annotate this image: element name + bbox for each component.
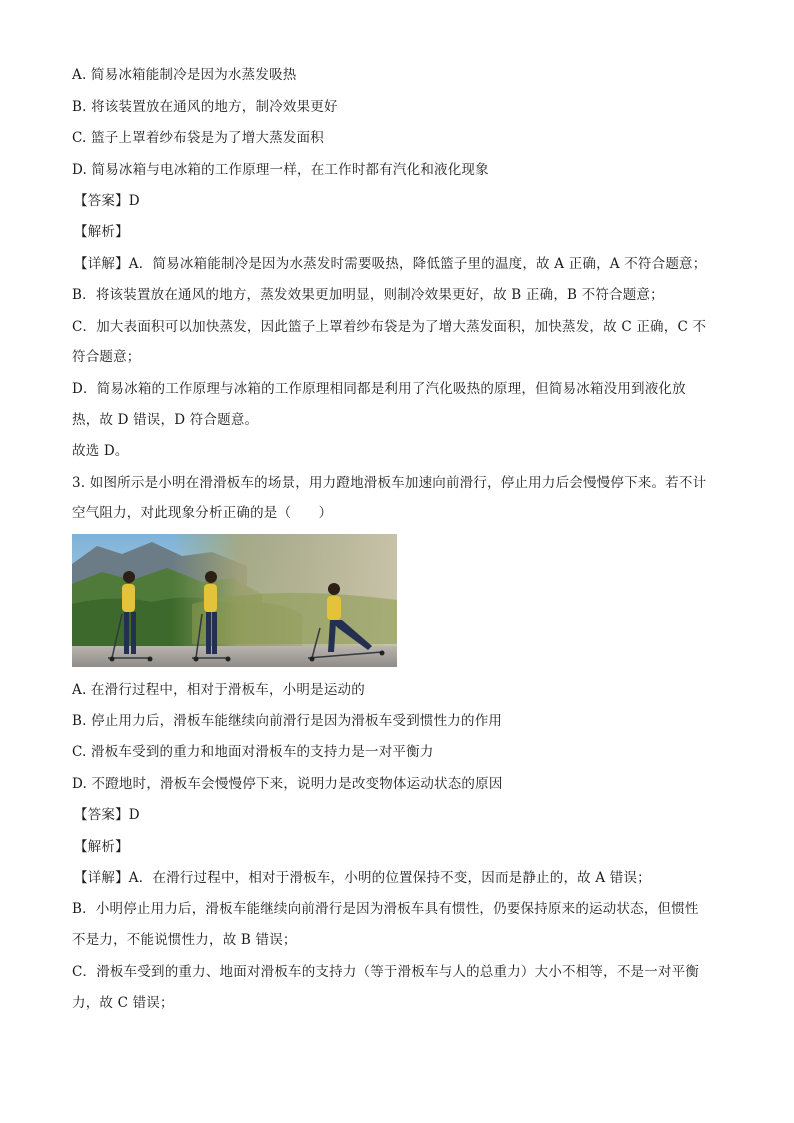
q2-option-c: C. 篮子上罩着纱布袋是为了增大蒸发面积 xyxy=(72,130,324,146)
q2-detail-a: 【详解】A．简易冰箱能制冷是因为水蒸发时需要吸热，降低篮子里的温度，故 A 正确，A 不符合题意； xyxy=(74,256,707,272)
q2-option-b: B. 将该装置放在通风的地方，制冷效果更好 xyxy=(72,99,338,115)
q3-answer: 【答案】D xyxy=(74,807,140,823)
q2-conclusion: 故选 D。 xyxy=(72,443,129,459)
q2-option-d: D. 简易冰箱与电冰箱的工作原理一样，在工作时都有汽化和液化现象 xyxy=(72,162,489,178)
q2-option-a: A. 简易冰箱能制冷是因为水蒸发吸热 xyxy=(72,67,297,83)
scooter-photo xyxy=(72,534,397,667)
q3-stem-line2: 空气阻力，对此现象分析正确的是（ ） xyxy=(72,505,333,521)
q2-analysis-heading: 【解析】 xyxy=(74,224,129,240)
q3-detail-c-line1: C．滑板车受到的重力、地面对滑板车的支持力（等于滑板车与人的总重力）大小不相等，不是一对平衡 xyxy=(72,964,700,980)
q3-detail-b-line1: B．小明停止用力后，滑板车能继续向前滑行是因为滑板车具有惯性，仍要保持原来的运动状态，但惯性 xyxy=(72,901,699,917)
q3-option-b: B. 停止用力后，滑板车能继续向前滑行是因为滑板车受到惯性力的作用 xyxy=(72,713,503,729)
q3-option-d: D. 不蹬地时，滑板车会慢慢停下来，说明力是改变物体运动状态的原因 xyxy=(72,776,503,792)
q3-option-c: C. 滑板车受到的重力和地面对滑板车的支持力是一对平衡力 xyxy=(72,744,434,760)
q2-detail-b: B．将该装置放在通风的地方，蒸发效果更加明显，则制冷效果更好，故 B 正确，B 不符合题意； xyxy=(72,287,664,303)
q2-detail-c-line1: C．加大表面积可以加快蒸发，因此篮子上罩着纱布袋是为了增大蒸发面积，加快蒸发，故 C 正确，C 不 xyxy=(72,319,707,335)
q3-stem-line1: 3. 如图所示是小明在滑滑板车的场景，用力蹬地滑板车加速向前滑行，停止用力后会慢慢停下来。若不计 xyxy=(72,475,707,491)
q3-analysis-heading: 【解析】 xyxy=(74,839,129,855)
q2-detail-c-line2: 符合题意； xyxy=(72,349,141,365)
q2-answer: 【答案】D xyxy=(74,193,140,209)
q3-detail-c-line2: 力，故 C 错误； xyxy=(72,995,174,1011)
q2-detail-d-line2: 热，故 D 错误，D 符合题意。 xyxy=(72,412,259,428)
q3-option-a: A. 在滑行过程中，相对于滑板车，小明是运动的 xyxy=(72,682,365,698)
q2-detail-d-line1: D．简易冰箱的工作原理与冰箱的工作原理相同都是利用了汽化吸热的原理，但简易冰箱没用到液化放 xyxy=(72,381,686,397)
q3-detail-a: 【详解】A．在滑行过程中，相对于滑板车，小明的位置保持不变，因而是静止的，故 A 错误； xyxy=(74,870,651,886)
q3-detail-b-line2: 不是力，不能说惯性力，故 B 错误； xyxy=(72,932,297,948)
